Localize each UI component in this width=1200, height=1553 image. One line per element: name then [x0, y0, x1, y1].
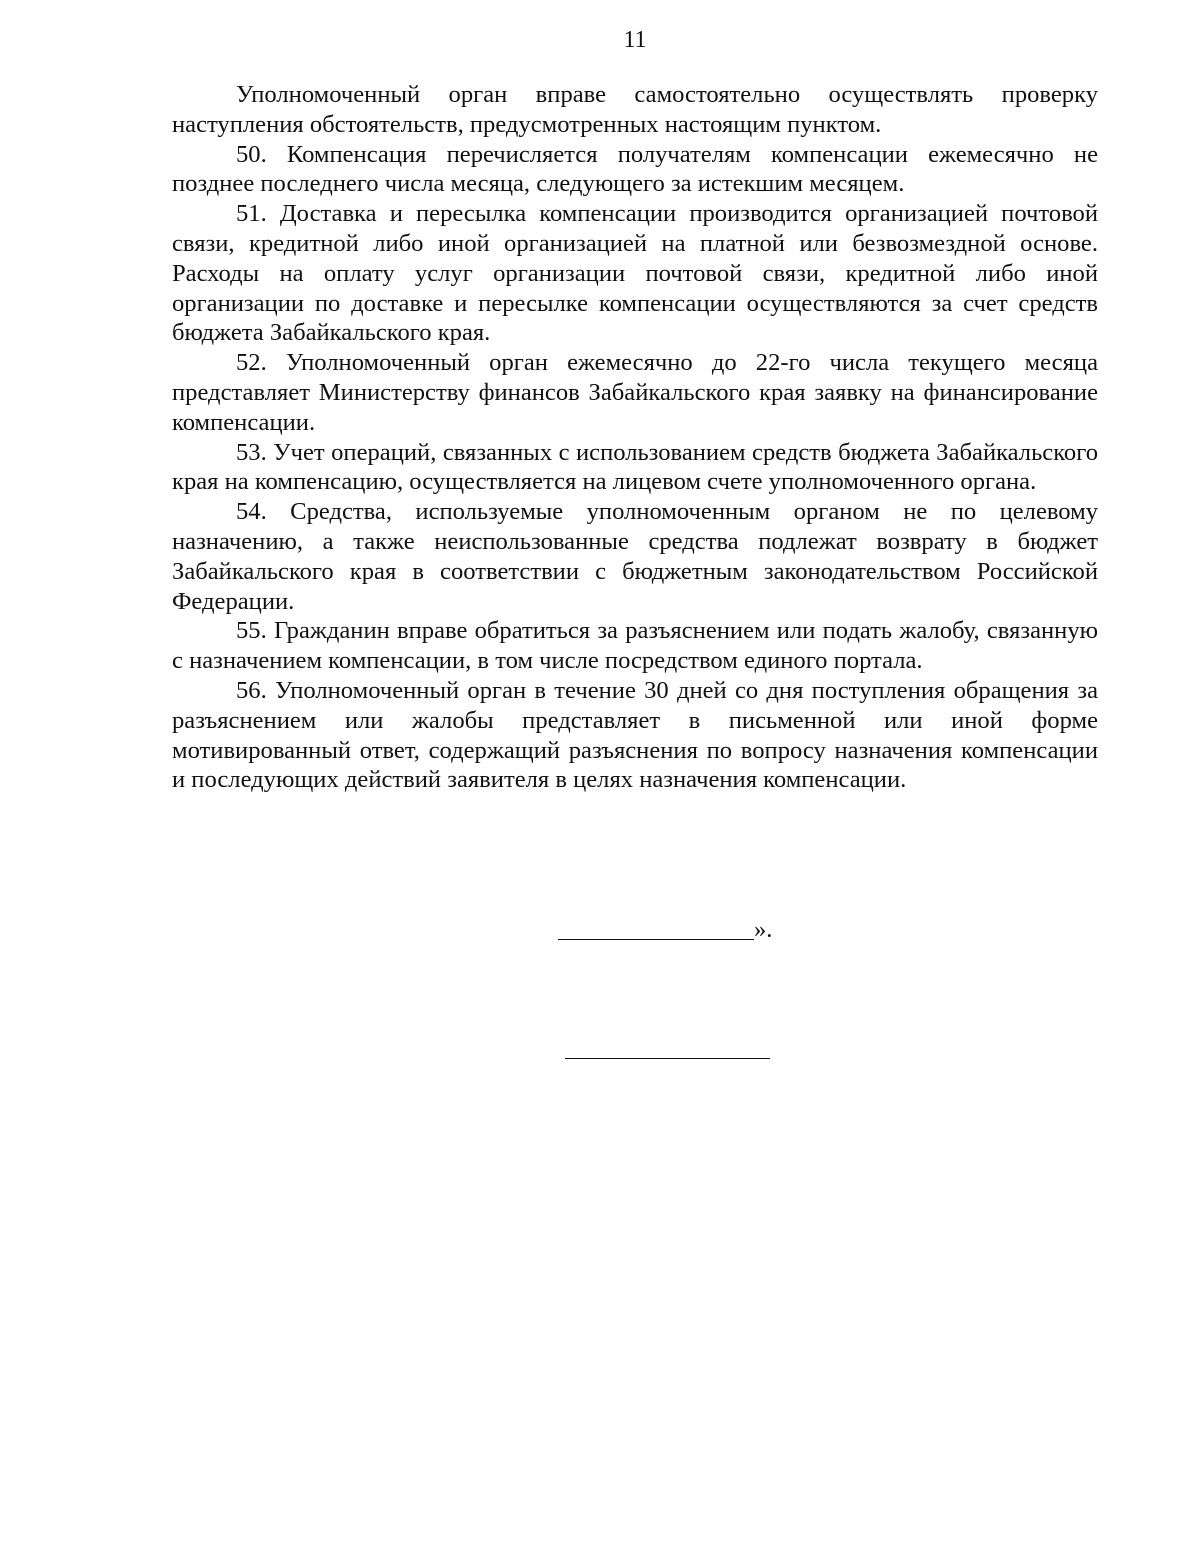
document-body	[172, 80, 1098, 795]
paragraph-56: 56. Уполномоченный орган в течение 30 дней со дня поступления обращения за разъяснением или жалобы представляет в письменной или иной форме мотивированный ответ, содержащий разъяснения по вопросу назначения компенсации и последующих действий заявителя в целях назначения компенсации.	[172, 676, 1098, 794]
paragraph-verification: Уполномоченный орган вправе самостоятельно осуществлять проверку наступления обстоятельств, предусмотренных настоящим пунктом.	[172, 81, 1098, 138]
page-number: 11	[623, 27, 647, 53]
paragraph-54: 54. Средства, используемые уполномоченным органом не по целевому назначению, а также неиспользованные средства подлежат возврату в бюджет Забайкальского края в соответствии с бюджетным законодательством Российской Федерации.	[172, 498, 1098, 615]
closing-underline	[558, 939, 754, 940]
closing-mark	[558, 915, 772, 945]
end-of-document-rule	[565, 1058, 770, 1059]
closing-quote: ».	[754, 916, 773, 943]
paragraph-55: 55. Гражданин вправе обратиться за разъяснением или подать жалобу, связанную с назначением компенсации, в том числе посредством единого портала.	[172, 617, 1098, 675]
paragraph-51: 51. Доставка и пересылка компенсации производится организацией почтовой связи, кредитной либо иной организацией на платной или безвозмездной основе. Расходы на оплату услуг организации почтовой связи, кредитной либо иной организации по доставке и пересылке компенсации осуществляются за счет средств бюджета Забайкальского края.	[172, 200, 1098, 347]
paragraph-50: 50. Компенсация перечисляется получателям компенсации ежемесячно не позднее последнего числа месяца, следующего за истекшим месяцем.	[172, 140, 1098, 198]
paragraph-53: 53. Учет операций, связанных с использованием средств бюджета Забайкальского края на компенсацию, осуществляется на лицевом счете уполномоченного органа.	[172, 438, 1098, 496]
paragraph-52: 52. Уполномоченный орган ежемесячно до 22-го числа текущего месяца представляет Министерству финансов Забайкальского края заявку на финансирование компенсации.	[172, 349, 1098, 436]
